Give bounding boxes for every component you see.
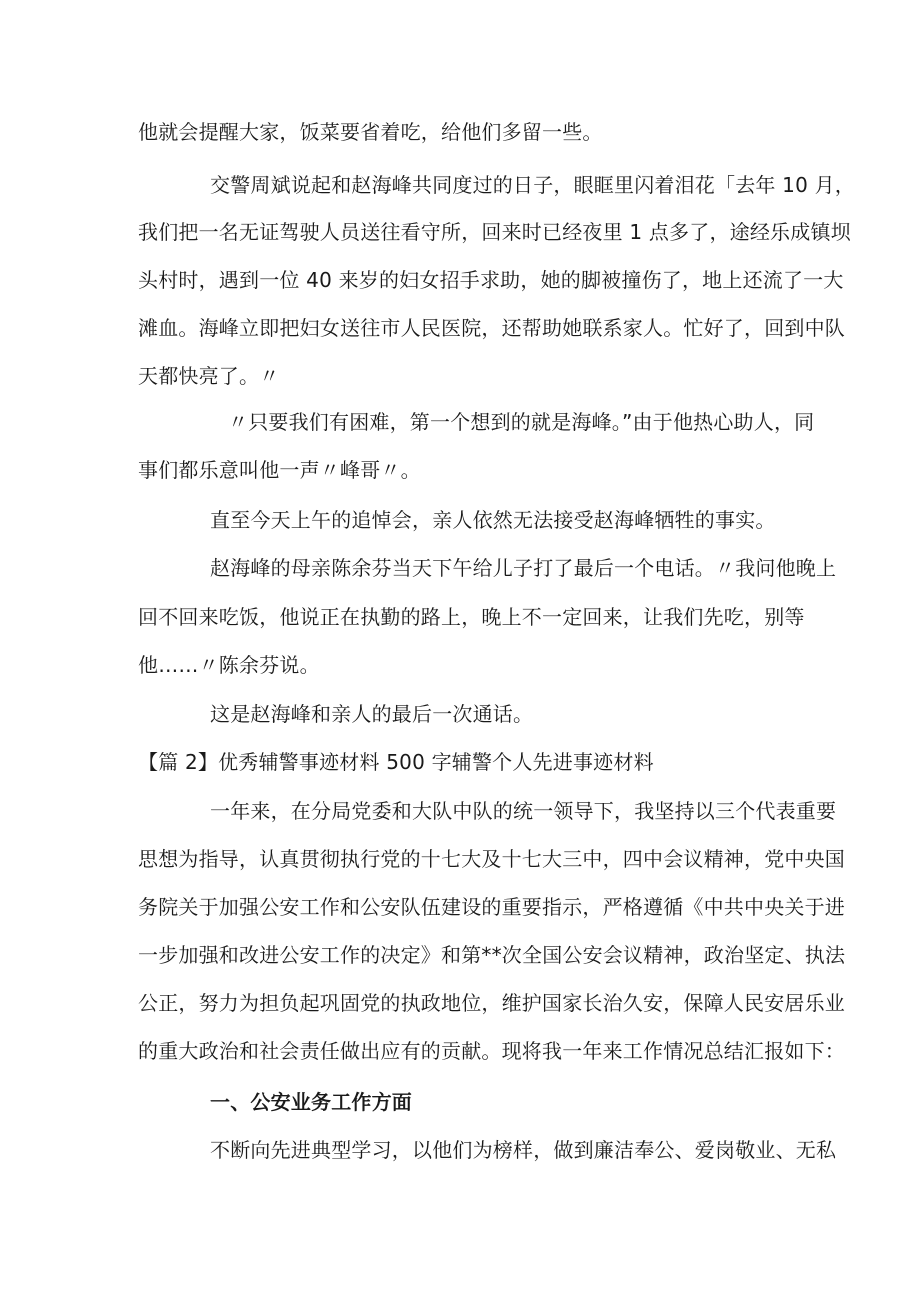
text-line: 交警周斌说起和赵海峰共同度过的日子，眼眶里闪着泪花「去年 10 月， <box>210 173 855 197</box>
text-line: 一步加强和改进公安工作的决定》和第**次全国公安会议精神，政治坚定、执法 <box>138 943 846 967</box>
text-line: 他……〃陈余芬说。 <box>138 653 320 677</box>
text-line: 我们把一名无证驾驶人员送往看守所，回来时已经夜里 1 点多了，途经乐成镇坝 <box>138 220 851 244</box>
text-line: 天都快亮了。〃 <box>138 364 280 388</box>
text-line: 〃只要我们有困难，第一个想到的就是海峰。”由于他热心助人，同 <box>228 410 815 434</box>
text-line: 赵海峰的母亲陈余芬当天下午给儿子打了最后一个电话。〃我问他晚上 <box>210 556 837 580</box>
text-line: 直至今天上午的追悼会，亲人依然无法接受赵海峰牺牲的事实。 <box>210 508 776 532</box>
text-line: 公正，努力为担负起巩固党的执政地位，维护国家长治久安，保障人民安居乐业 <box>138 991 845 1015</box>
text-line: 头村时，遇到一位 40 来岁的妇女招手求助，她的脚被撞伤了，地上还流了一大 <box>138 268 844 292</box>
text-line: 滩血。海峰立即把妇女送往市人民医院，还帮助她联系家人。忙好了，回到中队 <box>138 316 845 340</box>
text-line: 事们都乐意叫他一声〃峰哥〃。 <box>138 458 421 482</box>
text-line: 一年来，在分局党委和大队中队的统一领导下，我坚持以三个代表重要 <box>210 799 837 823</box>
section-title: 【篇 2】优秀辅警事迹材料 500 字辅警个人先进事迹材料 <box>138 750 654 774</box>
subheading: 一、公安业务工作方面 <box>210 1090 412 1114</box>
text-line: 这是赵海峰和亲人的最后一次通话。 <box>210 702 534 726</box>
text-line: 的重大政治和社会责任做出应有的贡献。现将我一年来工作情况总结汇报如下： <box>138 1039 845 1063</box>
text-line: 他就会提醒大家，饭菜要省着吃，给他们多留一些。 <box>138 120 603 144</box>
text-line: 思想为指导，认真贯彻执行党的十七大及十七大三中，四中会议精神，党中央国 <box>138 847 845 871</box>
text-line: 不断向先进典型学习，以他们为榜样，做到廉洁奉公、爱岗敬业、无私 <box>210 1138 837 1162</box>
text-line: 务院关于加强公安工作和公安队伍建设的重要指示，严格遵循《中共中央关于进 <box>138 895 845 919</box>
text-line: 回不回来吃饭，他说正在执勤的路上，晚上不一定回来，让我们先吃，别等 <box>138 605 805 629</box>
